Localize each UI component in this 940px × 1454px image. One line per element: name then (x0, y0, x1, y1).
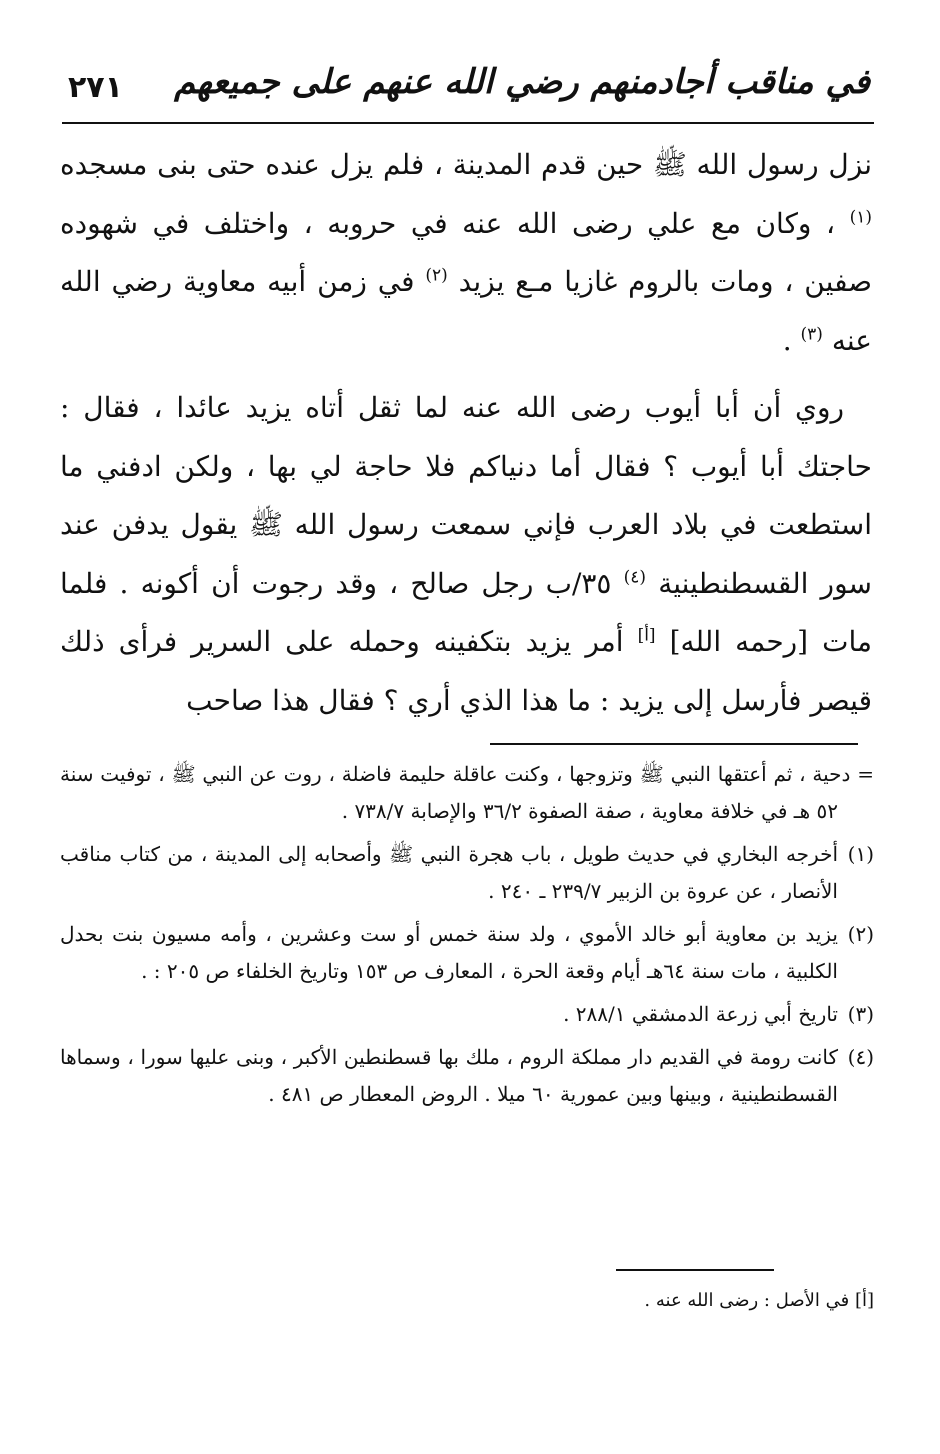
text-run: في زمن أبيه معاوية رضي الله عنه (60, 265, 872, 357)
running-head: في مناقب أجادمنهم رضي الله عنهم على جميعهم (174, 62, 870, 102)
text-run: نزل رسول الله ﷺ حين قدم المدينة ، فلم يزل عنده حتى بنى مسجده (60, 148, 872, 181)
footnote-4 (60, 1039, 874, 1113)
editor-note: [أ] في الأصل : رضى الله عنه . (644, 1290, 874, 1311)
footnote-mark: (١) (847, 842, 874, 866)
footnote-text: يزيد بن معاوية أبو خالد الأموي ، ولد سنة خمس أو ست وعشرين ، وأمه مسيون بنت بحدل الكلبية ، مات سنة ٦٤هـ أيام وقعة الحرة ، المعارف ص ١٥٣ وتاريخ الخلفاء ص ٢٠٥ : . (60, 922, 839, 983)
footnote-ref-1: (١) (849, 207, 873, 228)
footnote-mark: (٣) (847, 1002, 874, 1026)
text-run: ، وكان مع علي رضى الله عنه في حروبه ، واختلف في شهوده صفين ، ومات بالروم غازيا مـع يزيد (60, 206, 873, 298)
footnote-ref-3: (٣) (800, 324, 823, 345)
footnote-1 (60, 836, 874, 910)
footnote-mark: (٤) (847, 1045, 874, 1069)
header-rule (62, 122, 874, 124)
footnote-3 (60, 996, 874, 1033)
text-run: روي أن أبا أيوب رضى الله عنه لما ثقل أتاه يزيد عائدا ، فقال : حاجتك أبا أيوب ؟ فقال أما دنياكم فلا حاجة لي بها ، ولكن ادفني ما استطعت في بلاد العرب فإني سمعت رسول الله ﷺ يقول يدفن عند سور القسطنطينية (60, 391, 872, 600)
footnotes (60, 756, 874, 1119)
editor-note-ref: [أ] (637, 625, 656, 646)
footnote-text: كانت رومة في القديم دار مملكة الروم ، ملك بها قسطنطين الأكبر ، وبنى عليها سورا ، وسماها القسطنطينية ، وبينها وبين عمورية ٦٠ ميلا . الروض المعطار ص ٤٨١ . (60, 1045, 838, 1106)
editor-note-separator (616, 1269, 774, 1271)
footnote-text: تاريخ أبي زرعة الدمشقي ٢٨٨/١ . (563, 1002, 838, 1026)
footnote-continuation: = دحية ، ثم أعتقها النبي ﷺ وتزوجها ، وكنت عاقلة حليمة فاضلة ، روت عن النبي ﷺ ، توفيت سنة ٥٢ هـ في خلافة معاوية ، صفة الصفوة ٣٦/٢ والإصابة ٧٣٨/٧ . (60, 762, 874, 823)
footnote-ref-4: (٤) (623, 567, 647, 588)
footnote-text: أخرجه البخاري في حديث طويل ، باب هجرة النبي ﷺ وأصحابه إلى المدينة ، من كتاب مناقب الأنصار ، عن عروة بن الزبير ٢٣٩/٧ ـ ٢٤٠ . (60, 842, 838, 903)
paragraph-2 (60, 379, 872, 730)
text-run: ٣٥/ب رجل صالح ، وقد رجوت أن أكونه . فلما مات [رحمه الله] (60, 566, 872, 658)
paragraph-1 (60, 136, 872, 370)
footnote-mark: (٢) (847, 922, 875, 946)
footnote-2 (60, 916, 874, 990)
page-header (62, 56, 874, 114)
text-run: . (782, 323, 792, 357)
footnote-ref-2: (٢) (425, 265, 448, 286)
footnote-separator (490, 743, 858, 745)
text-run: أمر يزيد بتكفينه وحمله على السرير فرأى ذلك قيصر فأرسل إلى يزيد : ما هذا الذي أري ؟ فقال هذا صاحب (60, 625, 872, 717)
main-text (60, 136, 872, 730)
page-number: ٢٧١ (68, 70, 123, 105)
